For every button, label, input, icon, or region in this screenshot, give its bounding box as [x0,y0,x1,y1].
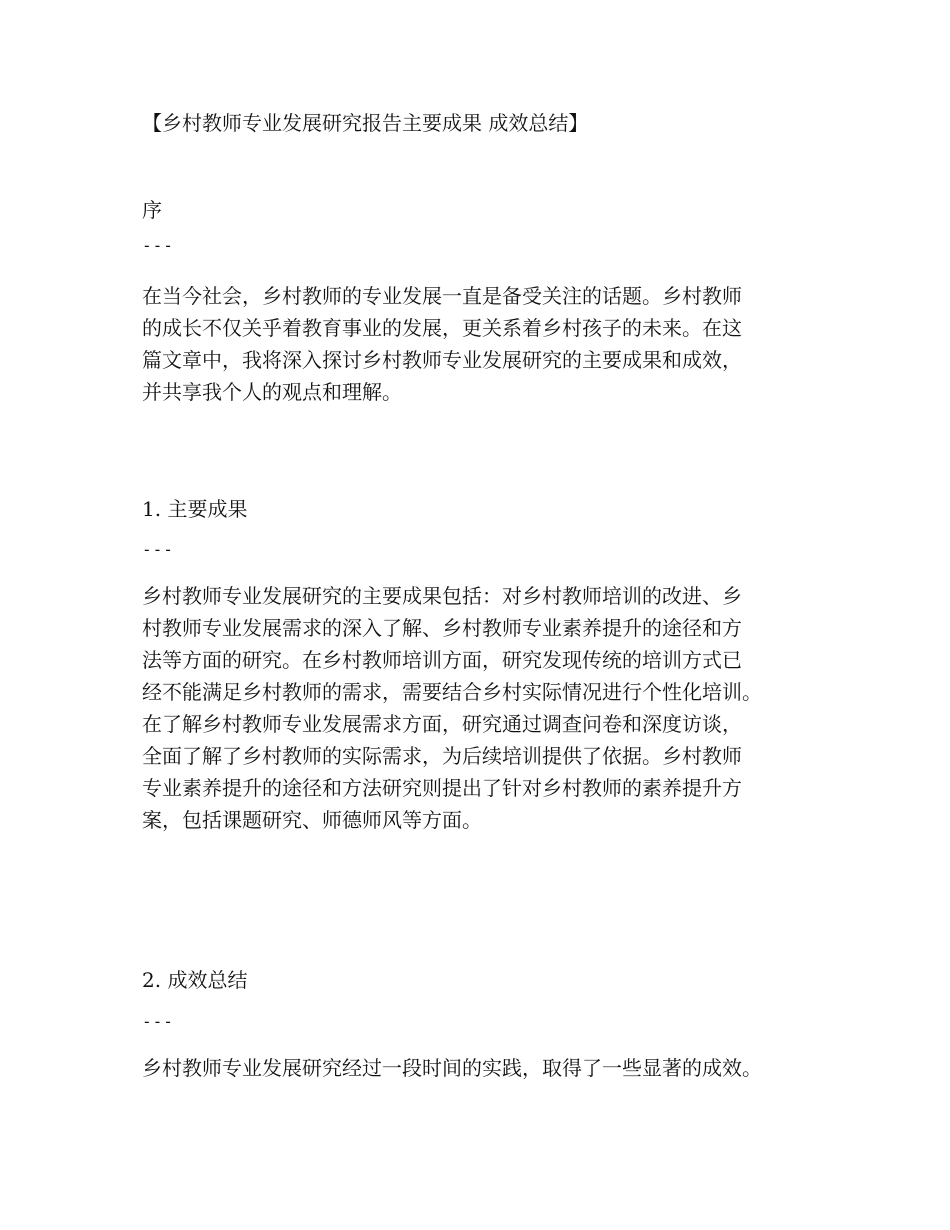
section-rule-effect-summary: --- [142,1012,174,1031]
section-rule-preface: --- [142,236,174,255]
paragraph-line: 村教师专业发展需求的深入了解、乡村教师专业素养提升的途径和方 [142,616,742,640]
paragraph-line: 法等方面的研究。在乡村教师培训方面，研究发现传统的培训方式已 [142,648,742,672]
paragraph-line: 乡村教师专业发展研究经过一段时间的实践，取得了一些显著的成效。 [142,1056,762,1080]
paragraph-line: 在当今社会，乡村教师的专业发展一直是备受关注的话题。乡村教师 [142,284,742,308]
paragraph-line: 的成长不仅关乎着教育事业的发展，更关系着乡村孩子的未来。在这 [142,316,742,340]
paragraph-line: 并共享我个人的观点和理解。 [142,380,402,404]
paragraph-line: 专业素养提升的途径和方法研究则提出了针对乡村教师的素养提升方 [142,776,742,800]
section-heading-preface: 序 [142,198,162,222]
section-body-preface [142,280,742,408]
paragraph-line: 全面了解了乡村教师的实际需求，为后续培训提供了依据。乡村教师 [142,744,742,768]
paragraph-line: 经不能满足乡村教师的需求，需要结合乡村实际情况进行个性化培训。 [142,680,762,704]
section-body-main-results [142,580,762,836]
section-rule-main-results: --- [142,540,174,559]
paragraph-line: 在了解乡村教师专业发展需求方面，研究通过调查问卷和深度访谈， [142,712,742,736]
paragraph-line: 案，包括课题研究、师德师风等方面。 [142,808,482,832]
section-heading-main-results: 1. 主要成果 [142,497,248,521]
section-heading-effect-summary: 2. 成效总结 [142,968,248,992]
section-body-effect-summary [142,1052,762,1084]
document-title: 【乡村教师专业发展研究报告主要成果 成效总结】 [142,111,589,135]
paragraph-line: 乡村教师专业发展研究的主要成果包括：对乡村教师培训的改进、乡 [142,584,742,608]
paragraph-line: 篇文章中，我将深入探讨乡村教师专业发展研究的主要成果和成效， [142,348,742,372]
